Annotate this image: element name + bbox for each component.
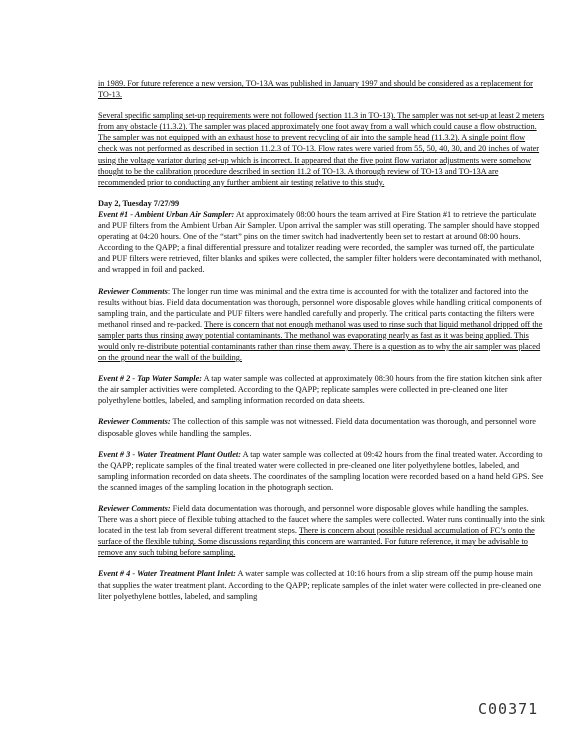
page-number: C00371 bbox=[478, 700, 539, 718]
setup-note-paragraph bbox=[98, 110, 546, 188]
day-heading: Day 2, Tuesday 7/27/99 bbox=[98, 198, 180, 208]
review2-paragraph bbox=[98, 416, 546, 438]
review3-paragraph bbox=[98, 503, 546, 558]
review3-text: Field data documentation was thorough, and personnel wore disposable gloves while handling the samples. There was a short piece of flexible tubing attached to the faucet where the samples were collected. Water runs continually into the sink located in the test lab from several different treatment steps. bbox=[98, 504, 545, 536]
event4-text: A water sample was collected at 10:16 hours from a slip stream off the pump house main that supplies the water treatment plant. According to the QAPP; replicate samples of the inlet water were collected in pre-cleaned one liter polyethylene bottles, labeled, and sampling bbox=[98, 569, 542, 601]
review1-text: : The longer run time was minimal and the extra time is accounted for with the totalizer and factored into the results without bias. Field data documentation was thorough, personnel wore disposable gloves while handling critical components of sampling train, and the particulate and PUF filters were handled carefully and properly. The critical parts contacting the filters were methanol rinsed and re-packed. bbox=[98, 286, 542, 329]
event2-paragraph bbox=[98, 373, 546, 406]
intro-paragraph bbox=[98, 78, 546, 100]
event3-label: Event # 3 - Water Treatment Plant Outlet: bbox=[98, 449, 241, 459]
setup-note-underlined-text: Several specific sampling set-up requirements were not followed (section 11.3 in TO-13). The sampler was not set-up at least 2 meters from any obstacle (11.3.2). The sampler was placed approximately one foot away from a wall which could cause a flow obstruction. The sampler was not equipped with an exhaust hose to prevent recycling of air into the sample head (11.3.2). A single point flow check was not performed as described in section 11.2.3 of TO-13. Flow rates were varied from 55, 50, 40, 30, and 20 inches of water using the voltage variator during set-up which is incorrect. It appeared that the five point flow variator adjustments were somehow thought to be the calibration procedure described in section 11.2 of TO-13. A thorough review of TO-13 and TO-13A are recommended prior to conducting any further ambient air testing relative to this study. bbox=[98, 111, 545, 187]
event3-text: A tap water sample was collected at 09:42 hours from the final treated water. According to the QAPP; replicate samples of the final treated water were collected in pre-cleaned one liter polyethylene bottles, labeled, and sampling information recorded on data sheets. The coordinates of the sampling location were recorded based on a hand held GPS. See the scanned images of the sampling location in the photograph section. bbox=[98, 449, 544, 492]
review3-underlined-text: There is concern about possible residual accumulation of FC’s onto the surface of the flexible tubing. Some discussions regarding this concern are warranted. For future reference, it may be advisable to remove any such tubing before sampling. bbox=[98, 526, 535, 558]
event1-paragraph bbox=[98, 209, 546, 276]
event2-label: Event # 2 - Tap Water Sample: bbox=[98, 374, 203, 384]
event4-paragraph bbox=[98, 568, 546, 601]
event1-text: At approximately 08:00 hours the team arrived at Fire Station #1 to retrieve the particulate and PUF filters from the Ambient Urban Air Sampler. Upon arrival the sampler was still operating. The sampler should have stopped operating at 04:20 hours. One of the “start” pins on the timer switch had inadvertently been set to restart at around 08:00 hours. According to the QAPP; a final differential pressure and totalizer reading were recorded, the sampler was turned off, the particulate and PUF filters were retrieved, filter blanks and spikes were collected, the sampler filter holders were decontaminated with methanol, and wrapped in foil and packed. bbox=[98, 209, 542, 275]
document-body bbox=[98, 78, 546, 612]
review2-label: Reviewer Comments: bbox=[98, 417, 171, 427]
review3-label: Reviewer Comments: bbox=[98, 504, 171, 513]
review1-label: Reviewer Comments bbox=[98, 286, 168, 296]
event1-label: Event #1 - Ambient Urban Air Sampler: bbox=[98, 209, 235, 219]
event3-paragraph bbox=[98, 449, 546, 493]
event4-label: Event # 4 - Water Treatment Plant Inlet: bbox=[98, 569, 236, 579]
intro-underlined-text: in 1989. For future reference a new version, TO-13A was published in January 1997 and should be considered as a replacement for TO-13. bbox=[98, 79, 533, 100]
review1-underlined-text: There is concern that not enough methanol was used to rinse such that liquid methanol dripped off the sampler parts thus rinsing away potential contaminants. The methanol was evaporating nearly as fast as it was being applied. This would only re-distribute potential contaminants rather than rinse them away. There is a question as to why the air sampler was placed on the ground near the wall of the building. bbox=[98, 319, 543, 363]
review1-paragraph bbox=[98, 286, 546, 364]
event2-text: A tap water sample was collected at approximately 08:30 hours from the fire station kitchen sink after the air sampler activities were completed. According to the QAPP; replicate samples were collected in pre-cleaned one liter polyethylene bottles, labeled, and sampling information recorded on data sheets. bbox=[98, 374, 542, 406]
review2-text: The collection of this sample was not witnessed. Field data documentation was thorough, and personnel wore disposable gloves while handling the samples. bbox=[98, 417, 536, 438]
